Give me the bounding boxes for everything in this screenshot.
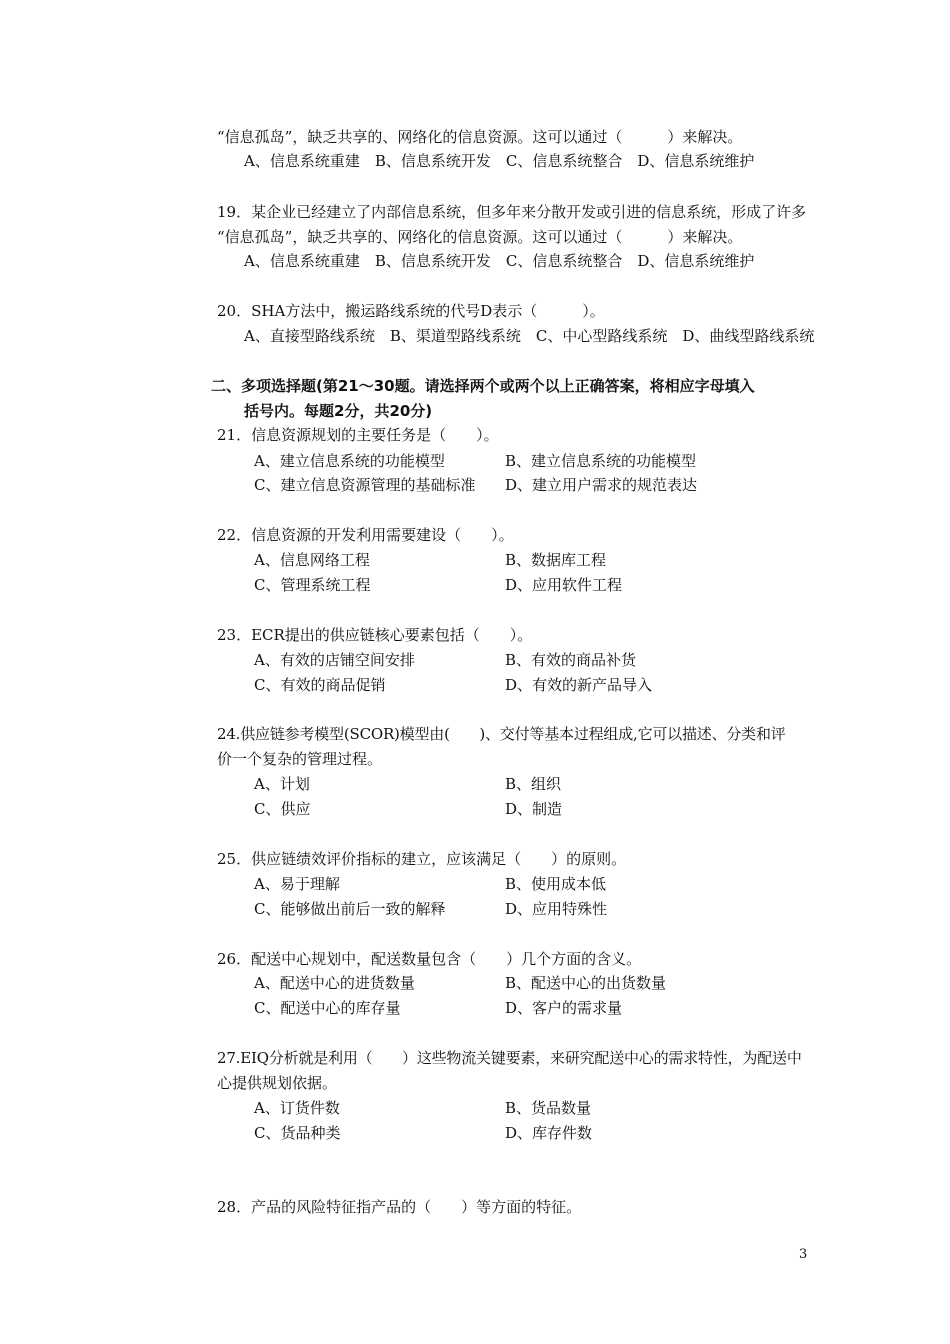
q23-stem: 23．ECR提出的供应链核心要素包括（ ）。 bbox=[217, 626, 533, 644]
q18-line: “信息孤岛”，缺乏共享的、网络化的信息资源。这可以通过（ ）来解决。 bbox=[217, 128, 743, 146]
q18-options: A、信息系统重建 B、信息系统开发 C、信息系统整合 D、信息系统维护 bbox=[244, 152, 755, 170]
q27-option-c: C、货品种类 bbox=[254, 1124, 341, 1142]
q27-line2: 心提供规划依据。 bbox=[217, 1074, 338, 1092]
section-heading-line1: 二、多项选择题(第21～30题。请选择两个或两个以上正确答案，将相应字母填入 bbox=[211, 377, 755, 395]
q22-option-d: D、应用软件工程 bbox=[505, 576, 623, 594]
q23-option-b: B、有效的商品补货 bbox=[505, 651, 637, 669]
q28-stem: 28．产品的风险特征指产品的（ ）等方面的特征。 bbox=[217, 1198, 582, 1216]
q25-option-c: C、能够做出前后一致的解释 bbox=[254, 900, 446, 918]
q26-stem: 26．配送中心规划中，配送数量包含（ ）几个方面的含义。 bbox=[217, 950, 642, 968]
page-number: 3 bbox=[799, 1247, 808, 1262]
q26-option-b: B、配送中心的出货数量 bbox=[505, 974, 667, 992]
q20-options: A、直接型路线系统 B、渠道型路线系统 C、中心型路线系统 D、曲线型路线系统 bbox=[244, 327, 815, 345]
q25-stem: 25．供应链绩效评价指标的建立，应该满足（ ）的原则。 bbox=[217, 850, 627, 868]
q24-line2: 价一个复杂的管理过程。 bbox=[217, 750, 383, 768]
q25-option-d: D、应用特殊性 bbox=[505, 900, 608, 918]
q21-option-a: A、建立信息系统的功能模型 bbox=[254, 452, 445, 470]
q21-stem: 21．信息资源规划的主要任务是（ ）。 bbox=[217, 426, 499, 444]
section-heading-line2: 括号内。每题2分，共20分) bbox=[244, 402, 433, 420]
q19-line2: “信息孤岛”，缺乏共享的、网络化的信息资源。这可以通过（ ）来解决。 bbox=[217, 228, 743, 246]
q21-option-c: C、建立信息资源管理的基础标准 bbox=[254, 476, 476, 494]
q26-option-c: C、配送中心的库存量 bbox=[254, 999, 401, 1017]
q22-option-a: A、信息网络工程 bbox=[254, 551, 370, 569]
q27-option-a: A、订货件数 bbox=[254, 1099, 340, 1117]
q19-options: A、信息系统重建 B、信息系统开发 C、信息系统整合 D、信息系统维护 bbox=[244, 252, 755, 270]
q22-stem: 22．信息资源的开发利用需要建设（ ）。 bbox=[217, 526, 514, 544]
q24-option-a: A、计划 bbox=[254, 775, 310, 793]
q26-option-d: D、客户的需求量 bbox=[505, 999, 623, 1017]
q20-line: 20．SHA方法中，搬运路线系统的代号D表示（ ）。 bbox=[217, 302, 605, 320]
q23-option-c: C、有效的商品促销 bbox=[254, 676, 386, 694]
q27-line1: 27.EIQ分析就是利用（ ）这些物流关键要素，来研究配送中心的需求特性，为配送中 bbox=[217, 1049, 802, 1067]
q25-option-b: B、使用成本低 bbox=[505, 875, 607, 893]
q25-option-a: A、易于理解 bbox=[254, 875, 340, 893]
q24-line1: 24.供应链参考模型(SCOR)模型由( )、交付等基本过程组成,它可以描述、分类和评 bbox=[217, 725, 786, 743]
q22-option-b: B、数据库工程 bbox=[505, 551, 607, 569]
q23-option-d: D、有效的新产品导入 bbox=[505, 676, 653, 694]
q26-option-a: A、配送中心的进货数量 bbox=[254, 974, 415, 992]
q21-option-d: D、建立用户需求的规范表达 bbox=[505, 476, 698, 494]
q19-line1: 19．某企业已经建立了内部信息系统，但多年来分散开发或引进的信息系统，形成了许多 bbox=[217, 203, 807, 221]
q27-option-d: D、库存件数 bbox=[505, 1124, 593, 1142]
q22-option-c: C、管理系统工程 bbox=[254, 576, 371, 594]
q24-option-b: B、组织 bbox=[505, 775, 562, 793]
q24-option-d: D、制造 bbox=[505, 800, 563, 818]
q24-option-c: C、供应 bbox=[254, 800, 311, 818]
q27-option-b: B、货品数量 bbox=[505, 1099, 592, 1117]
q21-option-b: B、建立信息系统的功能模型 bbox=[505, 452, 697, 470]
q23-option-a: A、有效的店铺空间安排 bbox=[254, 651, 415, 669]
